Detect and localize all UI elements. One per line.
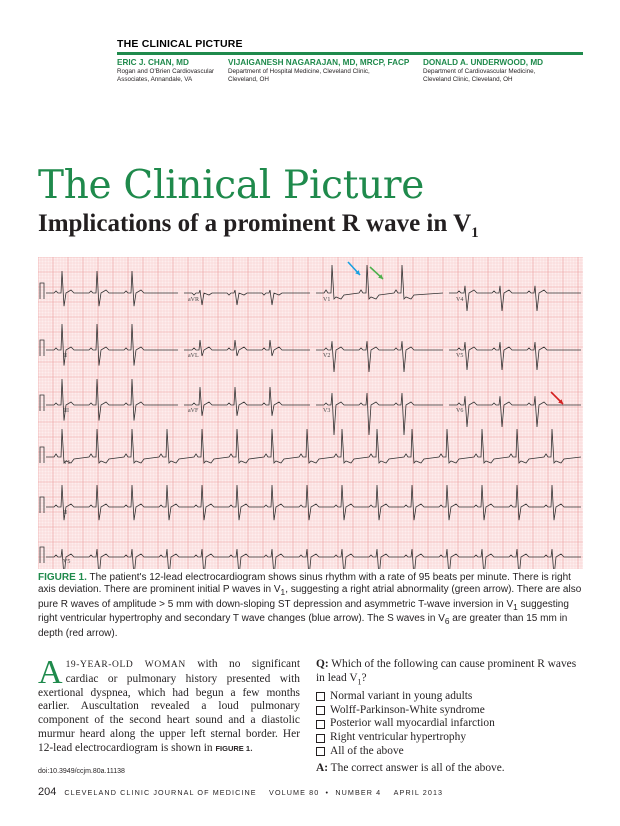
caption-subscript: 1 <box>513 601 518 612</box>
article-title: The Clinical Picture <box>38 163 425 208</box>
question-subscript: 1 <box>357 677 362 687</box>
author-affiliation <box>423 68 543 84</box>
affiliation-line: Cleveland, OH <box>228 76 269 83</box>
caption-text: , suggesting a right atrial abnormality (green arrow). There are also pure R waves of amplitude > 5 mm with down-sloping ST depression and asymmetric T-wave inversion in V <box>38 584 582 610</box>
lead-label: II <box>63 353 67 359</box>
answer-option[interactable] <box>316 690 586 704</box>
article-subtitle <box>38 210 479 242</box>
option-label: Posterior wall myocardial infarction <box>330 717 495 730</box>
answer-option[interactable] <box>316 717 586 731</box>
option-label: All of the above <box>330 745 404 758</box>
affiliation-line: Department of Cardiovascular Medicine, <box>423 68 536 75</box>
lead-label: V3 <box>323 408 331 414</box>
lead-in-smallcaps: 19-YEAR-OLD WOMAN <box>65 660 186 670</box>
caption-label: FIGURE 1. <box>38 572 87 583</box>
page-number: 204 <box>38 786 57 798</box>
subtitle-subscript: 1 <box>471 225 479 241</box>
author-name: VIJAIGANESH NAGARAJAN, MD, MRCP, FACP <box>228 58 410 67</box>
author-2 <box>228 58 409 84</box>
author-1 <box>117 58 214 84</box>
lead-label: V1 <box>63 460 71 466</box>
affiliation-line: Associates, Annandale, VA <box>117 76 193 83</box>
subtitle-text: Implications of a prominent R wave in V <box>38 210 472 237</box>
author-name: DONALD A. UNDERWOOD, MD <box>423 58 544 67</box>
question-body: Which of the following can cause prominent R waves in lead V <box>316 658 577 684</box>
lead-label: aVF <box>188 408 199 414</box>
lead-label: V5 <box>456 353 464 359</box>
journal-name: CLEVELAND CLINIC JOURNAL OF MEDICINE <box>64 788 257 797</box>
lead-label: III <box>63 408 69 414</box>
body-text: with no significant cardiac or pulmonary history presented with exertional dyspnea, which had begun a few months earlier. Auscultation revealed a loud pulmonary component of the second heart sound and a diastolic murmur heard along the upper left sternal border. Her 12-lead electrocardiogram is shown in <box>38 658 300 754</box>
caption-subscript: 1 <box>280 587 286 598</box>
issue-date: APRIL 2013 <box>393 788 444 797</box>
answer-body: The correct answer is all of the above. <box>328 762 505 774</box>
option-label: Right ventricular hypertrophy <box>330 731 467 744</box>
answer-text <box>316 762 505 774</box>
option-label: Wolff-Parkinson-White syndrome <box>330 703 485 716</box>
lead-label: II <box>63 510 67 516</box>
lead-label: V4 <box>456 297 464 303</box>
lead-label: V6 <box>456 408 464 414</box>
issue-number: NUMBER 4 <box>335 788 382 797</box>
figure-caption <box>38 572 583 640</box>
author-name: ERIC J. CHAN, MD <box>117 58 189 67</box>
affiliation-line: Department of Hospital Medicine, Cleveland Clinic, <box>228 68 370 75</box>
answer-option[interactable] <box>316 745 586 759</box>
answer-option[interactable] <box>316 731 586 745</box>
caption-text: The patient's 12-lead electrocardiogram shows sinus rhythm with a rate of 95 beats per minute. There is right axis deviation. There are prominent initial P waves in V <box>38 572 571 596</box>
page-footer: 204 CLEVELAND CLINIC JOURNAL OF MEDICINE VOLUME 80 • NUMBER 4 APRIL 2013 <box>38 786 444 798</box>
question-text <box>316 658 586 689</box>
doi: doi:10.3949/ccjm.80a.11138 <box>38 768 125 775</box>
option-label: Normal variant in young adults <box>330 689 473 702</box>
question-end: ? <box>361 671 367 684</box>
lead-label: aVL <box>188 353 199 359</box>
caption-subscript: 6 <box>444 616 450 627</box>
author-affiliation <box>117 68 214 84</box>
ecg-figure <box>38 257 583 569</box>
figure-reference: FIGURE 1 <box>215 743 251 753</box>
lead-label: V2 <box>323 353 331 359</box>
answer-option[interactable] <box>316 704 586 718</box>
checkbox[interactable] <box>316 720 325 729</box>
lead-label: aVR <box>188 297 199 303</box>
author-3 <box>423 58 543 84</box>
body-text: . <box>250 741 253 754</box>
caption-text: suggesting right ventricular hypertrophy and secondary T wave changes (blue arrow). The S waves in V <box>38 598 569 625</box>
answer-label: A: <box>316 762 329 774</box>
checkbox[interactable] <box>316 747 325 756</box>
checkbox[interactable] <box>316 692 325 701</box>
section-label: THE CLINICAL PICTURE <box>117 38 243 50</box>
caption-text: are greater than 15 mm in depth (red arrow). <box>38 613 568 639</box>
question-label: Q: <box>316 658 329 670</box>
volume: VOLUME 80 <box>269 788 320 797</box>
checkbox[interactable] <box>316 706 325 715</box>
lead-label: V5 <box>63 559 71 565</box>
drop-cap: A <box>38 654 63 691</box>
case-body <box>38 654 300 756</box>
section-rule <box>117 52 583 55</box>
lead-label: V1 <box>323 297 331 303</box>
affiliation-line: Rogan and O'Brien Cardiovascular <box>117 68 215 75</box>
affiliation-line: Cleveland Clinic, Cleveland, OH <box>423 76 513 83</box>
checkbox[interactable] <box>316 734 325 743</box>
author-affiliation <box>228 68 409 84</box>
question-block <box>316 658 586 759</box>
